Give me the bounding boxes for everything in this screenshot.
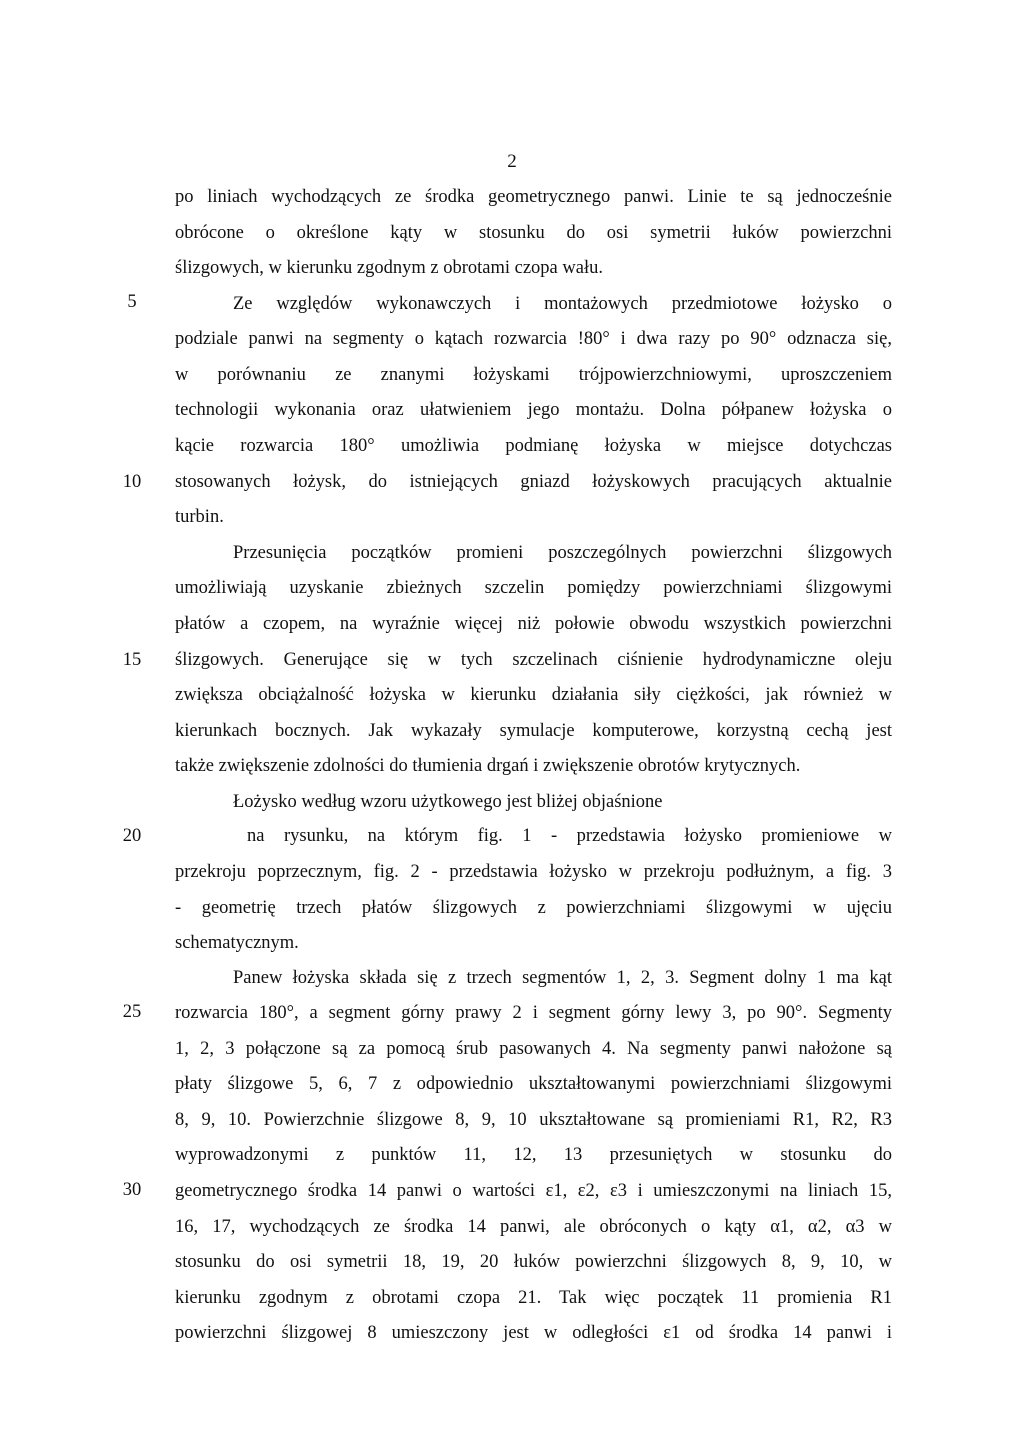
line-number-25: 25 [122, 1002, 142, 1022]
line-number-20: 20 [122, 826, 142, 846]
text-line: Łożysko według wzoru użytkowego jest bliżej objaśnione [233, 792, 663, 812]
text-line: po liniach wychodzących ze środka geometrycznego panwi. Linie te są jednocześnie [175, 187, 892, 207]
text-line: 16, 17, wychodzących ze środka 14 panwi, ale obróconych o kąty α1, α2, α3 w [175, 1217, 892, 1237]
text-line: także zwiększenie zdolności do tłumienia drgań i zwiększenie obrotów krytycznych. [175, 756, 801, 776]
text-line: ślizgowych, w kierunku zgodnym z obrotami czopa wału. [175, 258, 603, 278]
text-line: ślizgowych. Generujące się w tych szczelinach ciśnienie hydrodynamiczne oleju [175, 650, 892, 670]
text-line: technologii wykonania oraz ułatwieniem jego montażu. Dolna półpanew łożyska o [175, 400, 892, 420]
text-line: wyprowadzonymi z punktów 11, 12, 13 przesuniętych w stosunku do [175, 1145, 892, 1165]
line-number-10: 10 [122, 472, 142, 492]
text-line: 1, 2, 3 połączone są za pomocą śrub pasowanych 4. Na segmenty panwi nałożone są [175, 1039, 892, 1059]
text-line: powierzchni ślizgowej 8 umieszczony jest w odległości ε1 od środka 14 panwi i [175, 1323, 892, 1343]
text-line: 8, 9, 10. Powierzchnie ślizgowe 8, 9, 10 ukształtowane są promieniami R1, R2, R3 [175, 1110, 892, 1130]
text-line: zwiększa obciążalność łożyska w kierunku działania siły ciężkości, jak również w [175, 685, 892, 705]
text-line: w porównaniu ze znanymi łożyskami trójpowierzchniowymi, uproszczeniem [175, 365, 892, 385]
text-line: płatów a czopem, na wyraźnie więcej niż połowie obwodu wszystkich powierzchni [175, 614, 892, 634]
text-line: turbin. [175, 507, 224, 527]
text-line: schematycznym. [175, 933, 299, 953]
text-line: Przesunięcia początków promieni poszczególnych powierzchni ślizgowych [233, 543, 892, 563]
text-line: Panew łożyska składa się z trzech segmentów 1, 2, 3. Segment dolny 1 ma kąt [233, 968, 892, 988]
text-line: umożliwiają uzyskanie zbieżnych szczelin pomiędzy powierzchniami ślizgowymi [175, 578, 892, 598]
text-line: stosowanych łożysk, do istniejących gniazd łożyskowych pracujących aktualnie [175, 472, 892, 492]
text-line: na rysunku, na którym fig. 1 - przedstawia łożysko promieniowe w [247, 826, 892, 846]
text-line: kierunku zgodnym z obrotami czopa 21. Tak więc początek 11 promienia R1 [175, 1288, 892, 1308]
text-line: Ze względów wykonawczych i montażowych przedmiotowe łożysko o [233, 294, 892, 314]
text-line: podziale panwi na segmenty o kątach rozwarcia !80° i dwa razy po 90° odznacza się, [175, 329, 892, 349]
line-number-30: 30 [122, 1180, 142, 1200]
text-line: płaty ślizgowe 5, 6, 7 z odpowiednio ukształtowanymi powierzchniami ślizgowymi [175, 1074, 892, 1094]
text-line: obrócone o określone kąty w stosunku do osi symetrii łuków powierzchni [175, 223, 892, 243]
line-number-15: 15 [122, 650, 142, 670]
text-line: rozwarcia 180°, a segment górny prawy 2 i segment górny lewy 3, po 90°. Segmenty [175, 1003, 892, 1023]
text-line: - geometrię trzech płatów ślizgowych z powierzchniami ślizgowymi w ujęciu [175, 898, 892, 918]
text-line: stosunku do osi symetrii 18, 19, 20 łuków powierzchni ślizgowych 8, 9, 10, w [175, 1252, 892, 1272]
line-number-5: 5 [127, 292, 137, 312]
text-line: kącie rozwarcia 180° umożliwia podmianę łożyska w miejsce dotychczas [175, 436, 892, 456]
page-number: 2 [507, 151, 517, 172]
text-line: przekroju poprzecznym, fig. 2 - przedstawia łożysko w przekroju podłużnym, a fig. 3 [175, 862, 892, 882]
text-line: geometrycznego środka 14 panwi o wartości ε1, ε2, ε3 i umieszczonymi na liniach 15, [175, 1181, 892, 1201]
text-line: kierunkach bocznych. Jak wykazały symulacje komputerowe, korzystną cechą jest [175, 721, 892, 741]
